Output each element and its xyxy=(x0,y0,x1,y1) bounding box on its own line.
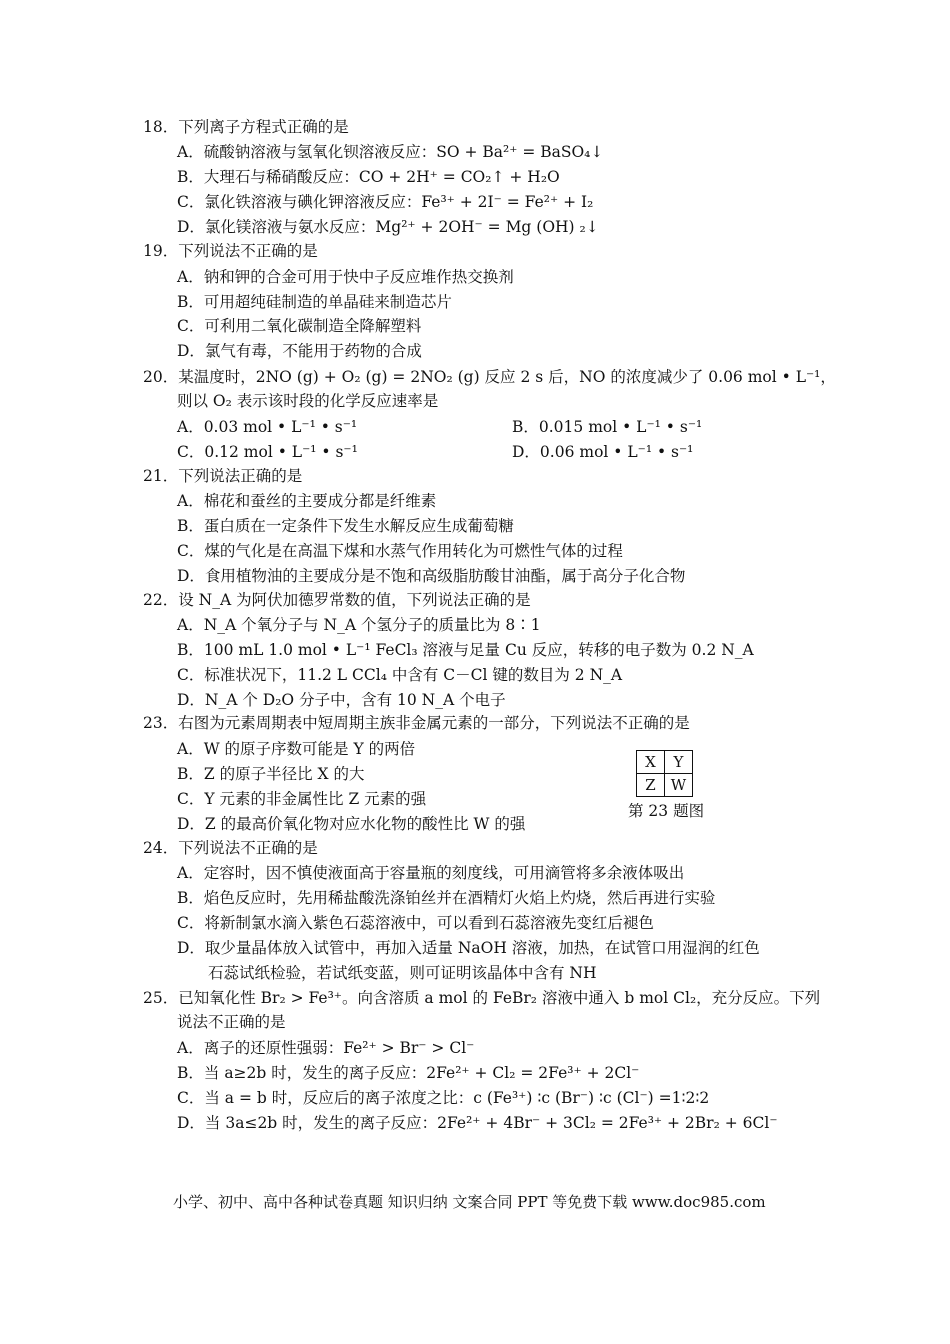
question-24-option-a: A．定容时，因不慎使液面高于容量瓶的刻度线，可用滴管将多余液体吸出 xyxy=(177,864,685,882)
question-20-option-b: B．0.015 mol • L⁻¹ • s⁻¹ xyxy=(512,418,703,436)
question-21-option-a: A．棉花和蚕丝的主要成分都是纤维素 xyxy=(177,492,437,510)
question-24-option-b: B．焰色反应时，先用稀盐酸洗涤铂丝并在酒精灯火焰上灼烧，然后再进行实验 xyxy=(177,889,716,907)
element-cell-x: X xyxy=(637,751,665,774)
question-25-option-a: A．离子的还原性强弱：Fe²⁺ > Br⁻ > Cl⁻ xyxy=(177,1039,475,1057)
question-22-stem: 22．设 N_A 为阿伏加德罗常数的值，下列说法正确的是 xyxy=(143,591,531,609)
question-19-option-b: B．可用超纯硅制造的单晶硅来制造芯片 xyxy=(177,293,452,311)
question-22-option-d: D．N_A 个 D₂O 分子中，含有 10 N_A 个电子 xyxy=(177,691,506,709)
question-22-option-a: A．N_A 个氧分子与 N_A 个氢分子的质量比为 8∶1 xyxy=(177,616,541,634)
footer-text: 小学、初中、高中各种试卷真题 知识归纳 文案合同 PPT 等免费下载 www.doc985.com xyxy=(173,1193,766,1211)
question-18-option-c: C．氯化铁溶液与碘化钾溶液反应：Fe³⁺ + 2I⁻ = Fe²⁺ + I₂ xyxy=(177,193,594,211)
question-25-stem: 25．已知氧化性 Br₂ > Fe³⁺。向含溶质 a mol 的 FeBr₂ 溶液中通入 b mol Cl₂，充分反应。下列 xyxy=(143,989,821,1007)
question-23-stem: 23．右图为元素周期表中短周期主族非金属元素的一部分，下列说法不正确的是 xyxy=(143,714,690,732)
question-19-option-a: A．钠和钾的合金可用于快中子反应堆作热交换剂 xyxy=(177,268,514,286)
question-18-stem: 18．下列离子方程式正确的是 xyxy=(143,118,349,136)
question-20-stem: 20．某温度时，2NO (g) + O₂ (g) = 2NO₂ (g) 反应 2 s 后，NO 的浓度减少了 0.06 mol • L⁻¹， xyxy=(143,368,836,386)
question-23-option-b: B．Z 的原子半径比 X 的大 xyxy=(177,765,365,783)
question-23-option-a: A．W 的原子序数可能是 Y 的两倍 xyxy=(177,740,416,758)
question-24-option-d: D．取少量晶体放入试管中，再加入适量 NaOH 溶液，加热，在试管口用湿润的红色 xyxy=(177,939,760,957)
question-21-option-d: D．食用植物油的主要成分是不饱和高级脂肪酸甘油酯，属于高分子化合物 xyxy=(177,567,686,585)
question-18-option-b: B．大理石与稀硝酸反应：CO + 2H⁺ = CO₂↑ + H₂O xyxy=(177,168,560,186)
question-23-option-d: D．Z 的最高价氧化物对应水化物的酸性比 W 的强 xyxy=(177,815,526,833)
question-18-option-d: D．氯化镁溶液与氨水反应：Mg²⁺ + 2OH⁻ = Mg (OH) ₂↓ xyxy=(177,218,599,236)
question-24-stem: 24．下列说法不正确的是 xyxy=(143,839,318,857)
element-cell-z: Z xyxy=(637,774,665,797)
question-25-option-c: C．当 a = b 时，反应后的离子浓度之比：c (Fe³⁺) ∶c (Br⁻) ∶c (Cl⁻) =1∶2∶2 xyxy=(177,1089,710,1107)
question-25-option-b: B．当 a≥2b 时，发生的离子反应：2Fe²⁺ + Cl₂ = 2Fe³⁺ + 2Cl⁻ xyxy=(177,1064,640,1082)
question-20-stem-line2: 则以 O₂ 表示该时段的化学反应速率是 xyxy=(177,392,439,410)
element-cell-y: Y xyxy=(665,751,693,774)
question-21-option-c: C．煤的气化是在高温下煤和水蒸气作用转化为可燃性气体的过程 xyxy=(177,542,623,560)
question-24-option-d-line2: 石蕊试纸检验，若试纸变蓝，则可证明该晶体中含有 NH xyxy=(208,964,597,982)
question-20-option-d: D．0.06 mol • L⁻¹ • s⁻¹ xyxy=(512,443,694,461)
question-20-option-a: A．0.03 mol • L⁻¹ • s⁻¹ xyxy=(177,418,358,436)
question-23-option-c: C．Y 元素的非金属性比 Z 元素的强 xyxy=(177,790,427,808)
figure-caption: 第 23 题图 xyxy=(628,802,705,820)
periodic-table-fragment xyxy=(636,750,693,797)
question-24-option-c: C．将新制氯水滴入紫色石蕊溶液中，可以看到石蕊溶液先变红后褪色 xyxy=(177,914,654,932)
element-cell-w: W xyxy=(665,774,693,797)
question-19-option-c: C．可利用二氧化碳制造全降解塑料 xyxy=(177,317,422,335)
question-18-option-a: A．硫酸钠溶液与氢氧化钡溶液反应：SO + Ba²⁺ = BaSO₄↓ xyxy=(177,143,604,161)
question-21-option-b: B．蛋白质在一定条件下发生水解反应生成葡萄糖 xyxy=(177,517,514,535)
question-22-option-c: C．标准状况下，11.2 L CCl₄ 中含有 C－Cl 键的数目为 2 N_A xyxy=(177,666,623,684)
question-21-stem: 21．下列说法正确的是 xyxy=(143,467,303,485)
question-22-option-b: B．100 mL 1.0 mol • L⁻¹ FeCl₃ 溶液与足量 Cu 反应，转移的电子数为 0.2 N_A xyxy=(177,641,754,659)
question-19-option-d: D．氯气有毒，不能用于药物的合成 xyxy=(177,342,422,360)
question-20-option-c: C．0.12 mol • L⁻¹ • s⁻¹ xyxy=(177,443,358,461)
question-25-option-d: D．当 3a≤2b 时，发生的离子反应：2Fe²⁺ + 4Br⁻ + 3Cl₂ = 2Fe³⁺ + 2Br₂ + 6Cl⁻ xyxy=(177,1114,778,1132)
question-19-stem: 19．下列说法不正确的是 xyxy=(143,242,318,260)
question-25-stem-line2: 说法不正确的是 xyxy=(177,1013,286,1031)
